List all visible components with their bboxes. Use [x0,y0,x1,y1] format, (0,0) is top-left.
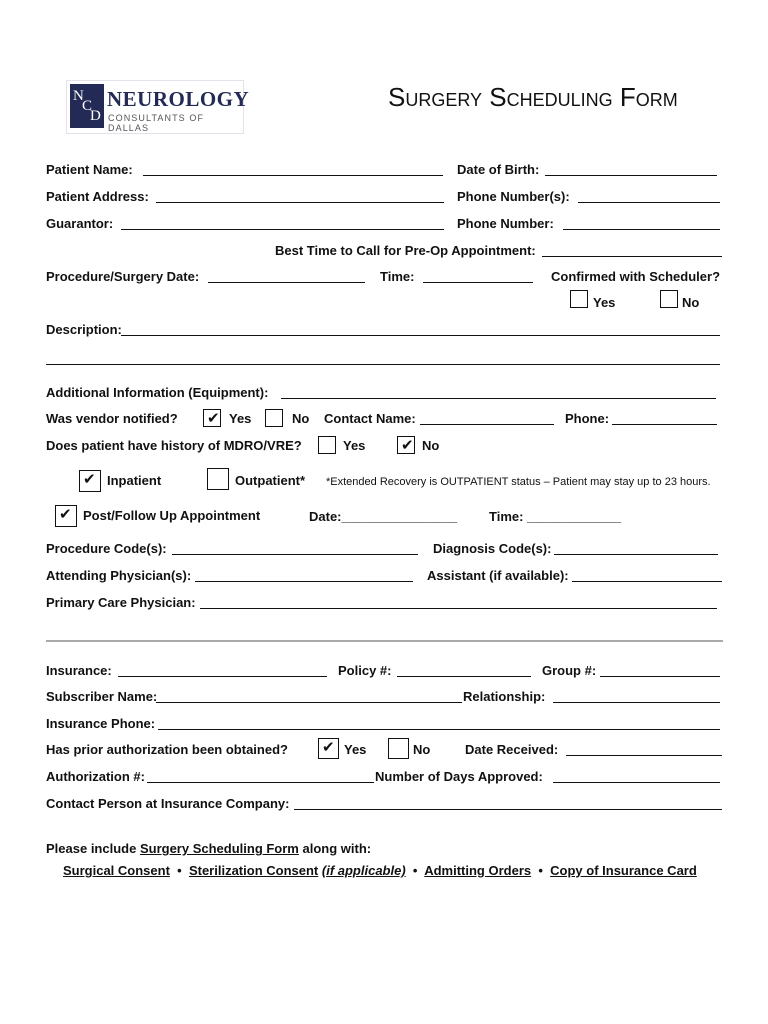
footer-form-link: Surgery Scheduling Form [139,841,299,856]
policy-field[interactable] [397,676,531,677]
additional-info-field[interactable] [281,398,716,399]
post-time-field[interactable]: Time: _____________ [489,509,622,524]
required-documents-list [63,863,697,879]
logo-initial-n: N [73,88,84,104]
insurance-field[interactable] [118,676,327,677]
additional-info-label: Additional Information (Equipment): [46,385,269,400]
confirmed-yes-label: Yes [593,295,616,310]
guarantor-phone-label: Phone Number: [457,216,554,231]
guarantor-field[interactable] [121,229,444,230]
insurance-label: Insurance: [46,663,112,678]
post-date-field[interactable]: Date:________________ [309,509,458,524]
surgery-date-field[interactable] [208,282,365,283]
vendor-no-label: No [292,411,310,426]
authorization-number-field[interactable] [147,782,374,783]
bullet-3: • [538,863,543,878]
sterilization-consent-item: Sterilization Consent [188,863,319,878]
assistant-field[interactable] [572,581,722,582]
relationship-label: Relationship: [463,689,546,704]
procedure-code-field[interactable] [172,554,418,555]
patient-name-field[interactable] [143,175,443,176]
contact-name-label: Contact Name: [324,411,416,426]
relationship-field[interactable] [553,702,720,703]
insurance-contact-field[interactable] [294,809,722,810]
bullet-1: • [177,863,182,878]
logo-initial-c: C [82,98,93,114]
pcp-label: Primary Care Physician: [46,595,196,610]
confirmed-no-label: No [682,295,700,310]
footer-instructions [46,841,371,857]
if-applicable-note: (if applicable) [321,863,406,878]
admitting-orders-item: Admitting Orders [424,863,532,878]
mdro-no-label: No [422,438,440,453]
phone-numbers-field[interactable] [578,202,720,203]
guarantor-label: Guarantor: [46,216,114,231]
outpatient-label: Outpatient* [235,473,306,488]
post-follow-up-checkbox[interactable] [55,505,77,527]
prior-auth-no-label: No [413,742,431,757]
patient-address-label: Patient Address: [46,189,149,204]
description-field-line-2[interactable] [46,364,720,365]
mdro-yes-checkbox[interactable] [318,436,336,454]
vendor-notified-label: Was vendor notified? [46,411,178,426]
date-received-label: Date Received: [465,742,559,757]
confirmed-label: Confirmed with Scheduler? [551,269,721,284]
phone-numbers-label: Phone Number(s): [457,189,570,204]
assistant-label: Assistant (if available): [427,568,569,583]
best-time-label: Best Time to Call for Pre-Op Appointment: [275,243,536,258]
contact-name-field[interactable] [420,424,554,425]
pcp-field[interactable] [200,608,717,609]
vendor-yes-label: Yes [229,411,252,426]
days-approved-label: Number of Days Approved: [375,769,543,784]
vendor-phone-label: Phone: [565,411,610,426]
mdro-no-checkbox[interactable] [397,436,415,454]
confirmed-yes-checkbox[interactable] [570,290,588,308]
authorization-number-label: Authorization #: [46,769,145,784]
description-field[interactable] [121,335,720,336]
vendor-phone-field[interactable] [612,424,717,425]
insurance-phone-field[interactable] [158,729,720,730]
diagnosis-code-label: Diagnosis Code(s): [433,541,552,556]
footer-along-with: along with: [302,841,372,856]
post-follow-up-label: Post/Follow Up Appointment [83,508,261,523]
attending-physician-field[interactable] [195,581,413,582]
footer-please-include: Please include [46,841,137,856]
insurance-card-item: Copy of Insurance Card [550,863,697,878]
surgical-consent-item: Surgical Consent [63,863,170,878]
vendor-no-checkbox[interactable] [265,409,283,427]
inpatient-label: Inpatient [107,473,162,488]
subscriber-name-label: Subscriber Name: [46,689,158,704]
surgery-time-field[interactable] [423,282,533,283]
days-approved-field[interactable] [553,782,720,783]
insurance-contact-label: Contact Person at Insurance Company: [46,796,290,811]
company-logo [66,80,250,134]
extended-recovery-note: *Extended Recovery is OUTPATIENT status – Patient may stay up to 23 hours. [326,476,711,488]
group-field[interactable] [600,676,720,677]
dob-field[interactable] [545,175,717,176]
diagnosis-code-field[interactable] [554,554,718,555]
outpatient-checkbox[interactable] [207,468,229,490]
guarantor-phone-field[interactable] [563,229,720,230]
inpatient-checkbox[interactable] [79,470,101,492]
surgery-time-label: Time: [380,269,415,284]
insurance-phone-label: Insurance Phone: [46,716,156,731]
prior-auth-no-checkbox[interactable] [388,738,409,759]
group-label: Group #: [542,663,597,678]
attending-physician-label: Attending Physician(s): [46,568,192,583]
logo-initial-d: D [90,108,101,124]
prior-auth-label: Has prior authorization been obtained? [46,742,288,757]
surgery-date-label: Procedure/Surgery Date: [46,269,200,284]
logo-subtitle: CONSULTANTS OF DALLAS [108,113,205,133]
section-divider [46,640,723,642]
dob-label: Date of Birth: [457,162,540,177]
logo-name: NEUROLOGY [107,87,250,111]
prior-auth-yes-checkbox[interactable] [318,738,339,759]
page-title: Surgery Scheduling Form [388,82,678,112]
logo-monogram [70,84,104,128]
policy-label: Policy #: [338,663,392,678]
subscriber-name-field[interactable] [156,702,462,703]
description-label: Description: [46,322,122,337]
mdro-yes-label: Yes [343,438,366,453]
confirmed-no-checkbox[interactable] [660,290,678,308]
prior-auth-yes-label: Yes [344,742,367,757]
mdro-label: Does patient have history of MDRO/VRE? [46,438,302,453]
vendor-yes-checkbox[interactable] [203,409,221,427]
best-time-field[interactable] [542,256,722,257]
date-received-field[interactable] [566,755,722,756]
procedure-code-label: Procedure Code(s): [46,541,167,556]
patient-address-field[interactable] [156,202,444,203]
bullet-2: • [412,863,418,878]
patient-name-label: Patient Name: [46,162,133,177]
